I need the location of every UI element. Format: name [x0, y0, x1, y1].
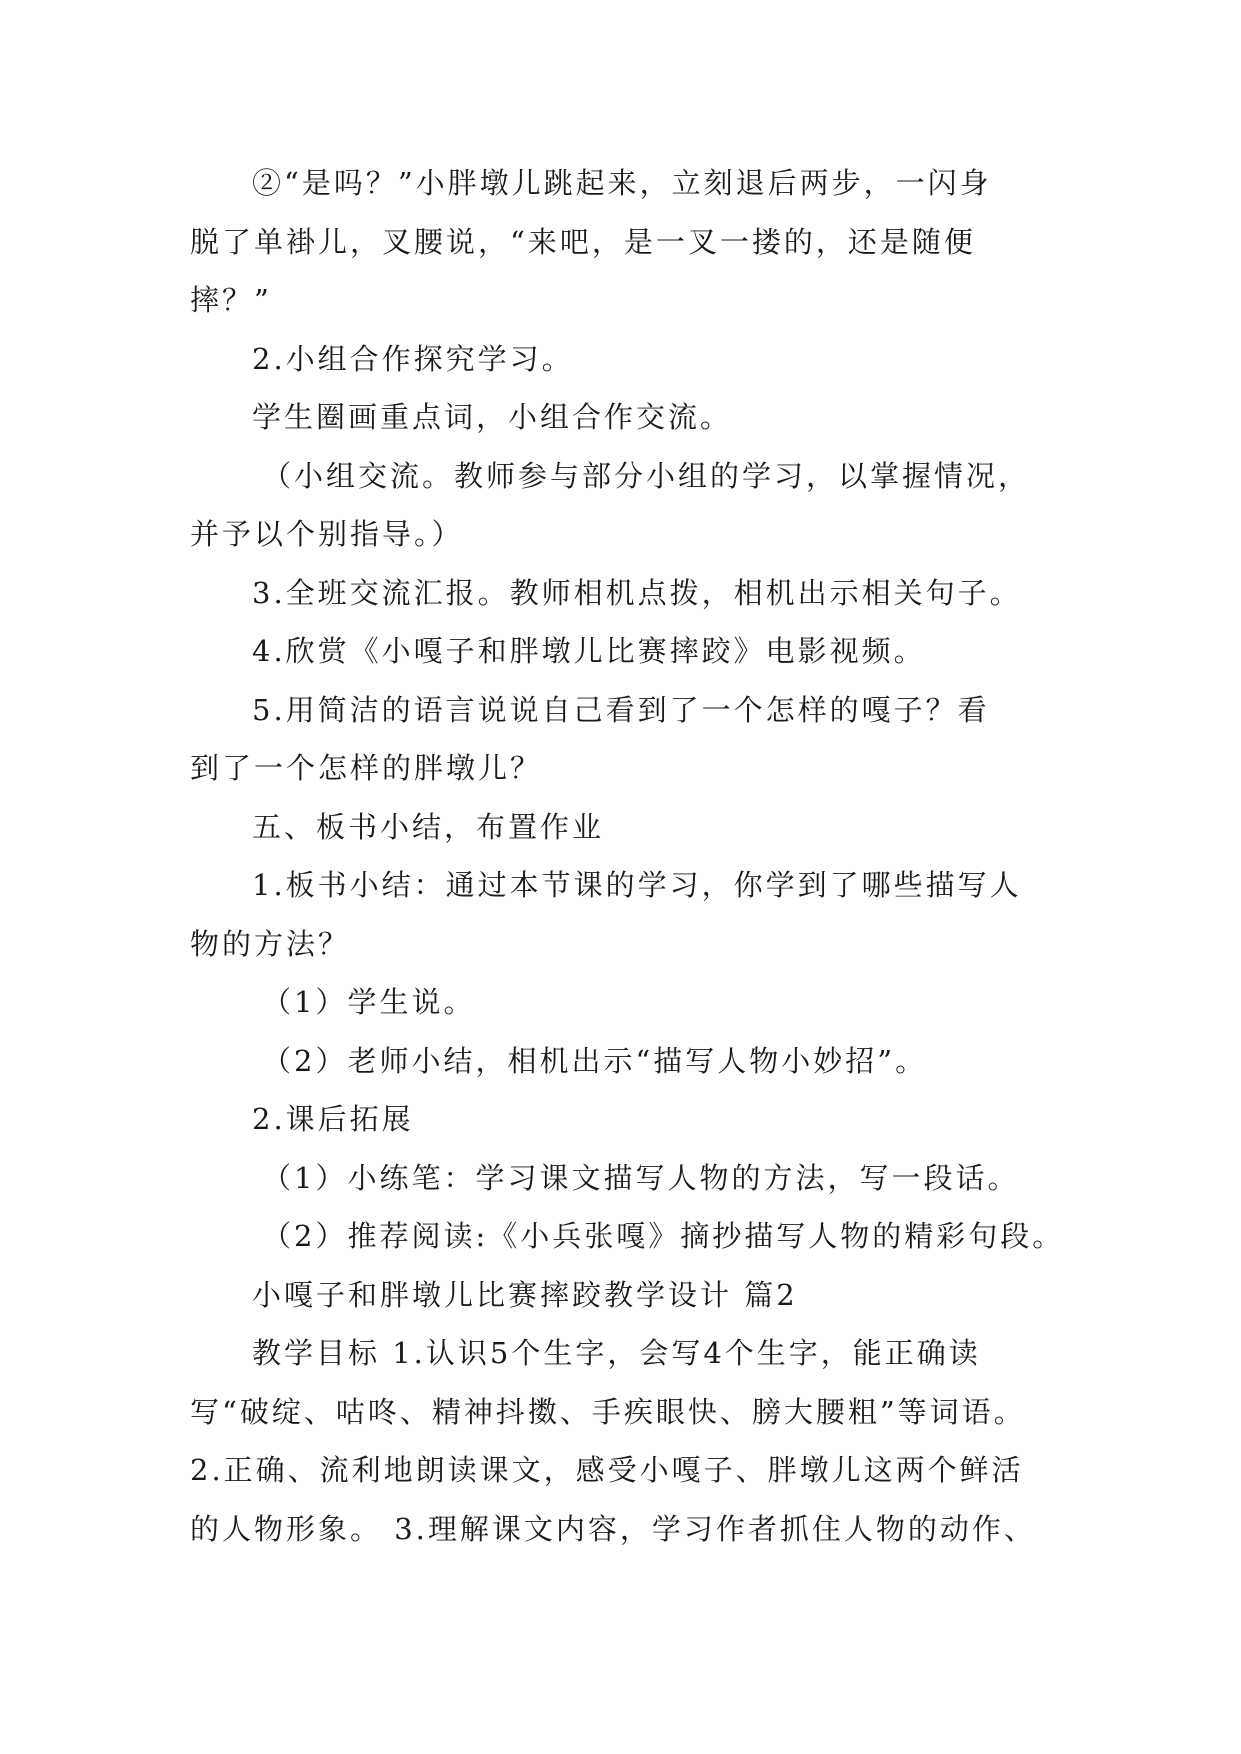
paragraph-line: （2）推荐阅读:《小兵张嘎》摘抄描写人物的精彩句段。 [262, 1219, 1065, 1253]
paragraph-line: 2.小组合作探究学习。 [252, 341, 574, 376]
paragraph-line: （2）老师小结，相机出示“描写人物小妙招”。 [262, 1043, 928, 1078]
section-title: 小嘎子和胖墩儿比赛摔跤教学设计 篇2 [252, 1277, 798, 1312]
paragraph-line: 物的方法？ [190, 926, 351, 961]
paragraph-line: （1）小练笔：学习课文描写人物的方法，写一段话。 [262, 1160, 1020, 1195]
paragraph-line: 的人物形象。 3.理解课文内容，学习作者抓住人物的动作、 [190, 1511, 1036, 1546]
paragraph-line: 5.用简洁的语言说说自己看到了一个怎样的嘎子？看 [252, 692, 990, 727]
paragraph-line: 2.课后拓展 [252, 1102, 414, 1136]
paragraph-line: 2.正确、流利地朗读课文，感受小嘎子、胖墩儿这两个鲜活 [190, 1453, 1024, 1487]
paragraph-line: 脱了单褂儿，叉腰说，“来吧，是一叉一搂的，还是随便 [190, 224, 976, 259]
paragraph-line: 学生圈画重点词，小组合作交流。 [252, 400, 733, 434]
paragraph-line: （小组交流。教师参与部分小组的学习，以掌握情况， [262, 458, 1031, 493]
document-body [190, 154, 1070, 1558]
paragraph-line: （1）学生说。 [262, 985, 476, 1019]
paragraph-line: ②“是吗？”小胖墩儿跳起来，立刻退后两步，一闪身 [252, 166, 992, 200]
paragraph-line: 到了一个怎样的胖墩儿？ [190, 751, 543, 785]
paragraph-line: 1.板书小结：通过本节课的学习，你学到了哪些描写人 [252, 868, 1022, 902]
paragraph-line: 教学目标 1.认识5个生字，会写4个生字，能正确读 [252, 1336, 981, 1370]
paragraph-line: 写“破绽、咕咚、精神抖擞、手疾眼快、膀大腰粗”等词语。 [190, 1394, 1026, 1429]
paragraph-line: 并予以个别指导。） [190, 517, 464, 551]
paragraph-line: 4.欣赏《小嘎子和胖墩儿比赛摔跤》电影视频。 [252, 634, 926, 668]
paragraph-line: 3.全班交流汇报。教师相机点拨，相机出示相关句子。 [252, 575, 1022, 610]
paragraph-line: 摔？” [190, 283, 272, 317]
section-heading: 五、板书小结，布置作业 [252, 809, 605, 844]
